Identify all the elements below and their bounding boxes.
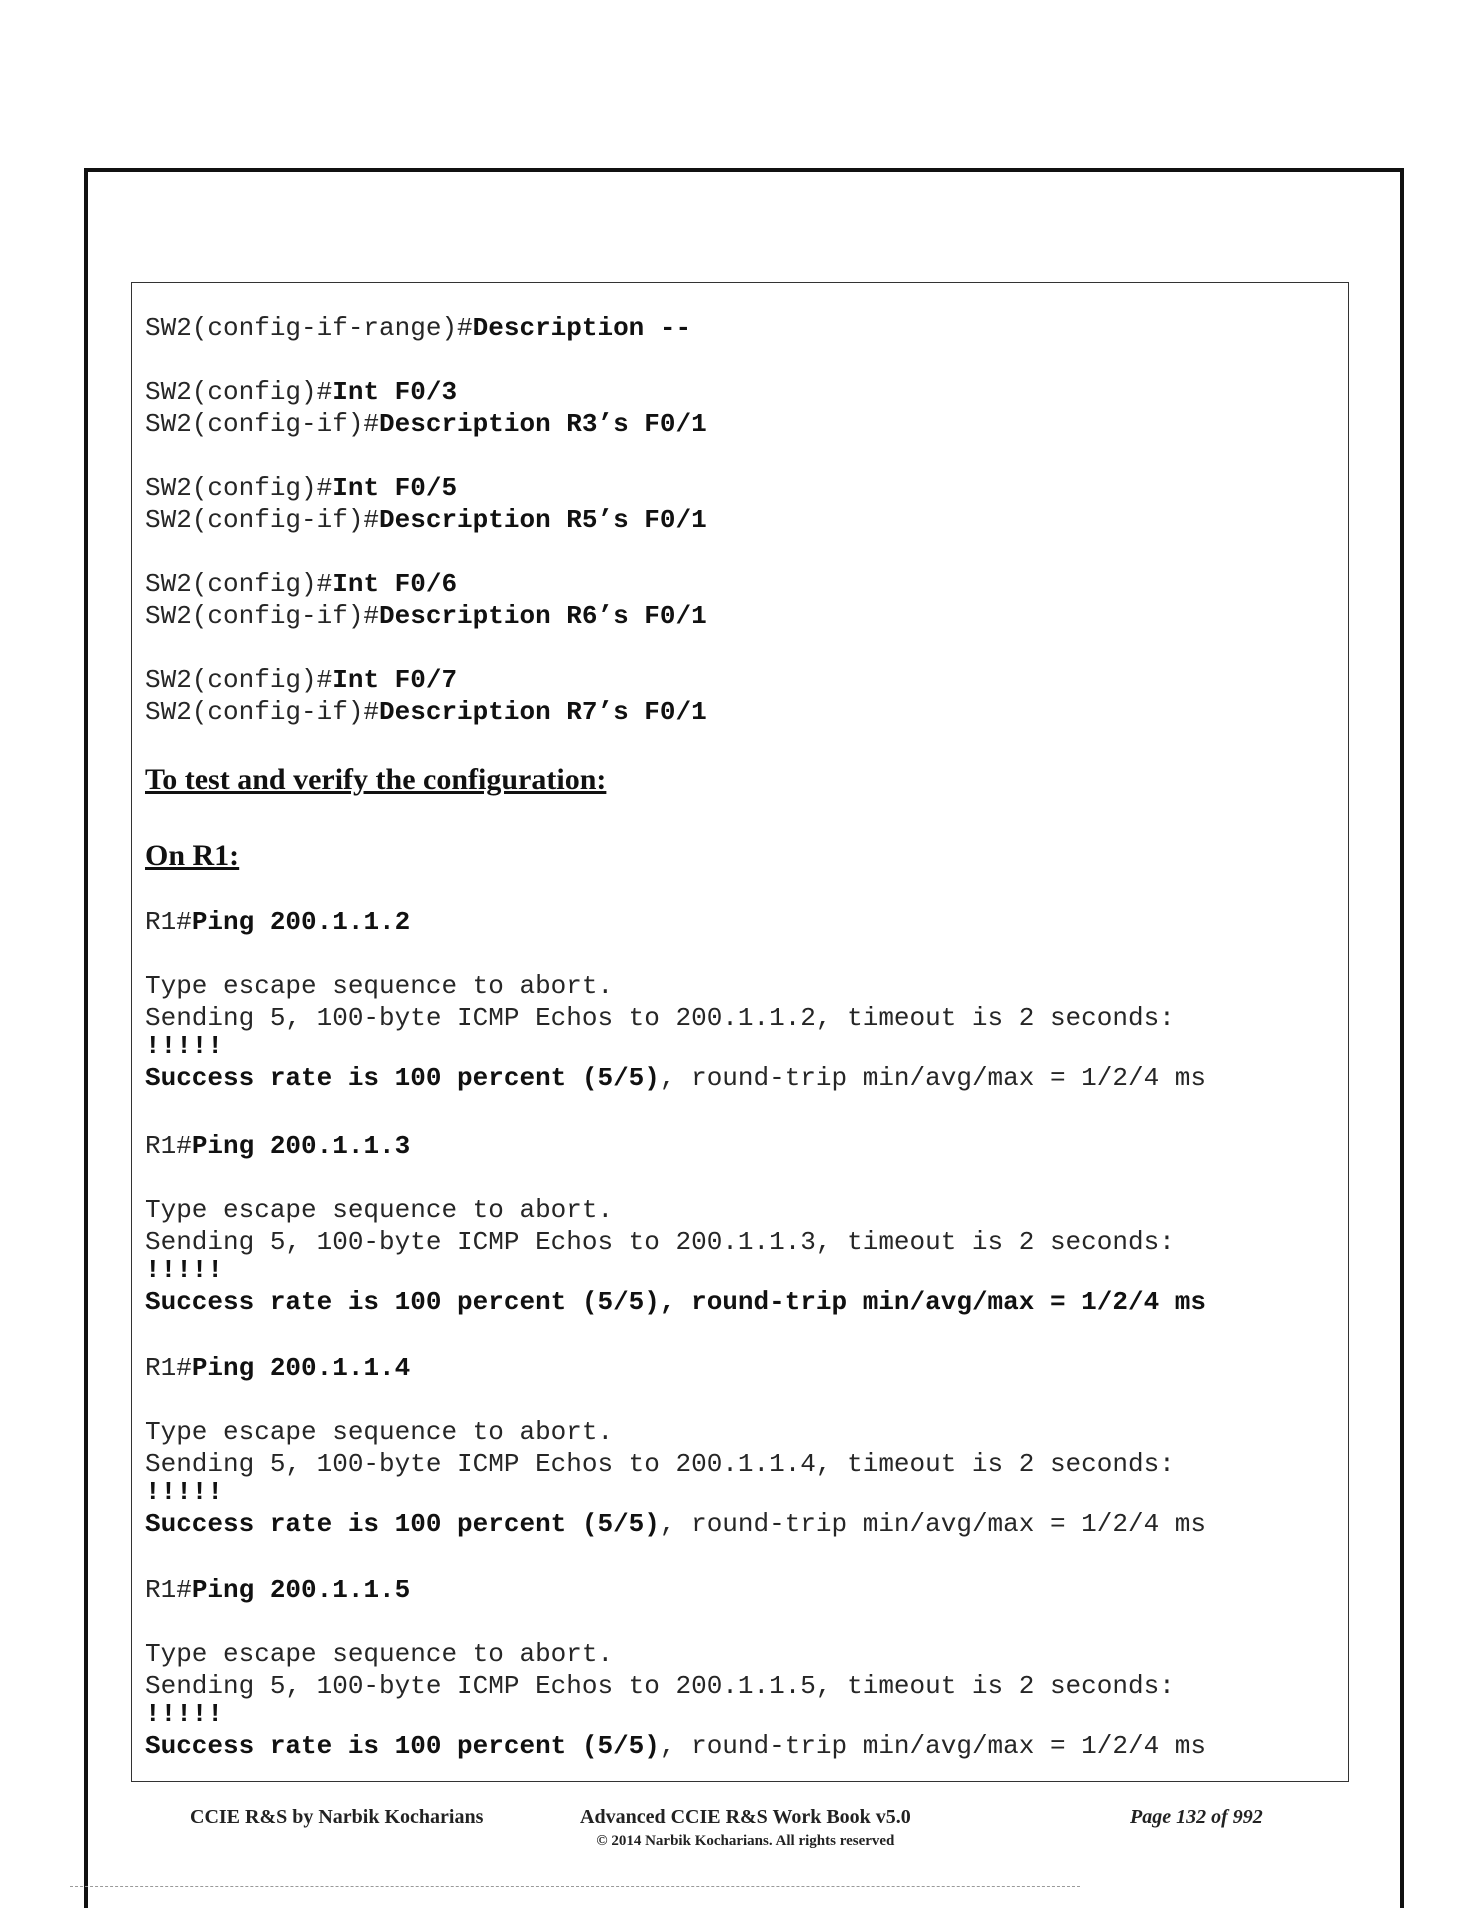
code-line: Success rate is 100 percent (5/5), round-trip min/avg/max = 1/2/4 ms <box>145 1063 1206 1093</box>
footer-author: CCIE R&S by Narbik Kocharians <box>190 1806 484 1828</box>
code-line: !!!!! <box>145 1031 224 1061</box>
code-line: !!!!! <box>145 1699 224 1729</box>
code-line: Sending 5, 100-byte ICMP Echos to 200.1.1.4, timeout is 2 seconds: <box>145 1449 1175 1479</box>
code-line: Success rate is 100 percent (5/5), round-trip min/avg/max = 1/2/4 ms <box>145 1287 1206 1317</box>
code-line: Type escape sequence to abort. <box>145 1417 614 1447</box>
section-heading: On R1: <box>145 839 240 872</box>
code-line: Success rate is 100 percent (5/5), round-trip min/avg/max = 1/2/4 ms <box>145 1509 1206 1539</box>
code-line: Type escape sequence to abort. <box>145 971 614 1001</box>
footer-page-number: Page 132 of 992 <box>1130 1806 1263 1828</box>
code-line: Sending 5, 100-byte ICMP Echos to 200.1.1.3, timeout is 2 seconds: <box>145 1227 1175 1257</box>
page-frame-left-border <box>84 168 88 1908</box>
code-line: Type escape sequence to abort. <box>145 1639 614 1669</box>
code-line: SW2(config)#Int F0/5 <box>145 473 458 503</box>
footer-book-title: Advanced CCIE R&S Work Book v5.0 <box>580 1806 911 1828</box>
code-line: !!!!! <box>145 1477 224 1507</box>
code-line: !!!!! <box>145 1255 224 1285</box>
code-line: R1#Ping 200.1.1.5 <box>145 1575 411 1605</box>
code-line: Sending 5, 100-byte ICMP Echos to 200.1.1.5, timeout is 2 seconds: <box>145 1671 1175 1701</box>
code-line: SW2(config)#Int F0/3 <box>145 377 458 407</box>
scan-artifact-line <box>70 1886 1080 1887</box>
code-line: R1#Ping 200.1.1.2 <box>145 907 411 937</box>
page-frame-right-border <box>1400 168 1404 1908</box>
code-line: SW2(config-if-range)#Description -- <box>145 313 692 343</box>
code-line: Type escape sequence to abort. <box>145 1195 614 1225</box>
code-line: SW2(config)#Int F0/6 <box>145 569 458 599</box>
code-line: R1#Ping 200.1.1.4 <box>145 1353 411 1383</box>
footer-title <box>580 1806 911 1850</box>
code-line: SW2(config-if)#Description R3’s F0/1 <box>145 409 707 439</box>
code-line: SW2(config-if)#Description R5’s F0/1 <box>145 505 707 535</box>
code-listing-box <box>131 282 1349 1782</box>
code-line: SW2(config)#Int F0/7 <box>145 665 458 695</box>
code-line: R1#Ping 200.1.1.3 <box>145 1131 411 1161</box>
code-line: Success rate is 100 percent (5/5), round-trip min/avg/max = 1/2/4 ms <box>145 1731 1206 1761</box>
page-frame-top-border <box>84 168 1404 172</box>
code-line: Sending 5, 100-byte ICMP Echos to 200.1.1.2, timeout is 2 seconds: <box>145 1003 1175 1033</box>
footer-copyright: © 2014 Narbik Kocharians. All rights reserved <box>596 1833 895 1849</box>
code-line: SW2(config-if)#Description R7’s F0/1 <box>145 697 707 727</box>
code-line: SW2(config-if)#Description R6’s F0/1 <box>145 601 707 631</box>
section-heading: To test and verify the configuration: <box>145 763 607 796</box>
